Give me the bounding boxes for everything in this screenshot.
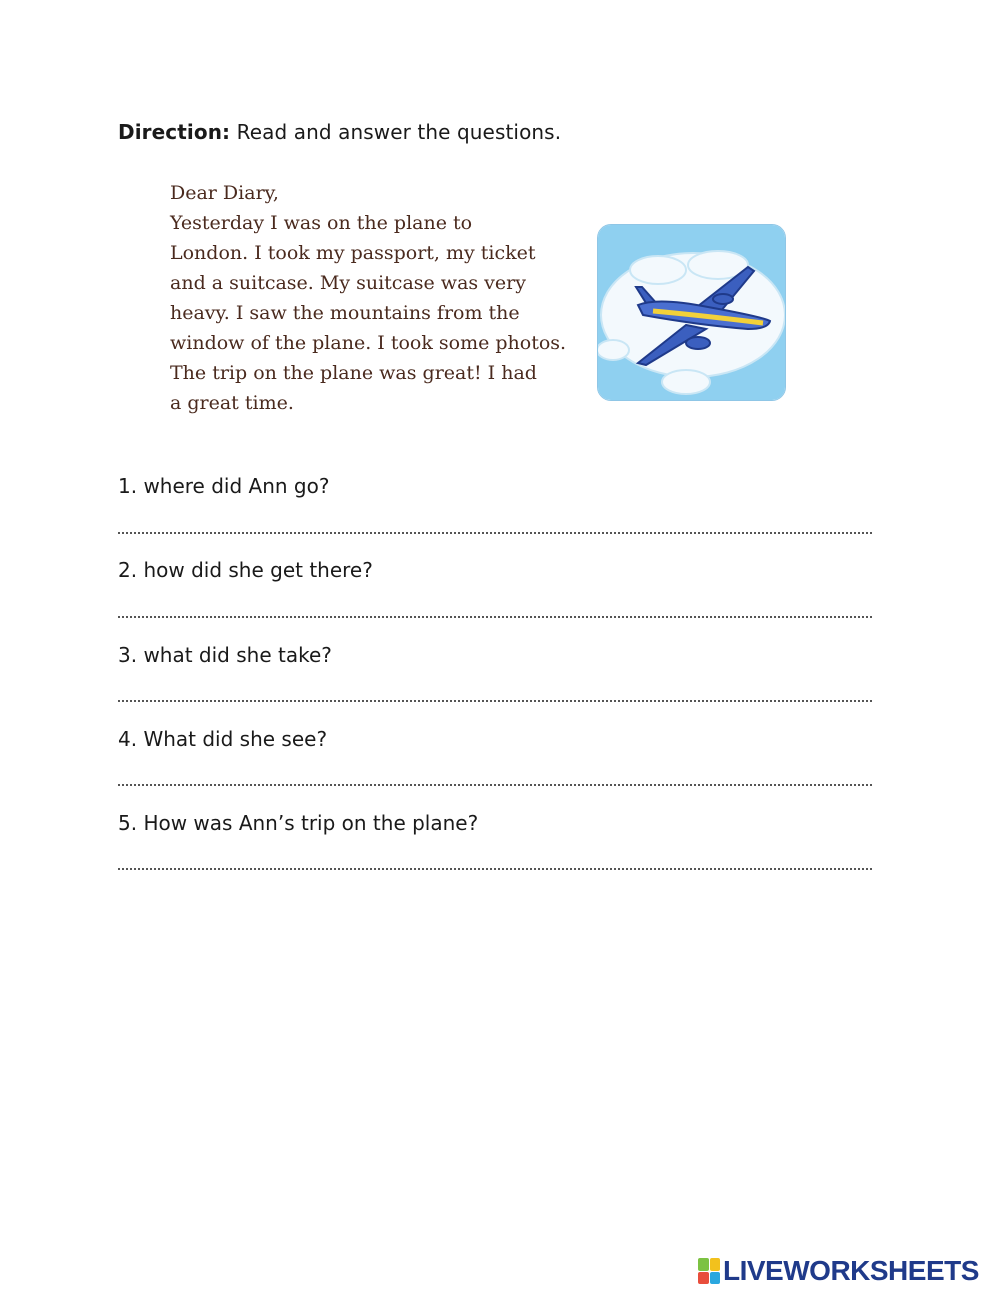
direction-label: Direction: [118,120,231,144]
answer-line-3[interactable] [118,700,872,702]
answer-line-2[interactable] [118,616,872,618]
diary-line: London. I took my passport, my ticket [170,242,536,264]
question-5: 5. How was Ann’s trip on the plane? [118,811,479,835]
diary-line: and a suitcase. My suitcase was very [170,272,526,294]
diary-text [170,178,590,418]
diary-line: Yesterday I was on the plane to [170,212,473,234]
airplane-icon [598,225,785,400]
diary-line: heavy. I saw the mountains from the [170,302,520,324]
answer-line-5[interactable] [118,868,872,870]
diary-line: a great time. [170,392,294,414]
liveworksheets-logo[interactable] [698,1256,979,1286]
direction [118,120,561,144]
question-1: 1. where did Ann go? [118,474,330,498]
question-3: 3. what did she take? [118,643,332,667]
diary-line: window of the plane. I took some photos. [170,332,567,354]
question-4: 4. What did she see? [118,727,328,751]
logo-badge-icon [698,1258,720,1284]
diary-line: Dear Diary, [170,182,279,204]
answer-line-1[interactable] [118,532,872,534]
question-2: 2. how did she get there? [118,558,373,582]
badge-cell [710,1272,721,1285]
diary-line: The trip on the plane was great! I had [170,362,537,384]
badge-cell [710,1258,721,1271]
direction-text: Read and answer the questions. [236,120,562,144]
badge-cell [698,1258,709,1271]
logo-text: LIVEWORKSHEETS [723,1255,979,1286]
badge-cell [698,1272,709,1285]
airplane-illustration [597,224,786,401]
answer-line-4[interactable] [118,784,872,786]
